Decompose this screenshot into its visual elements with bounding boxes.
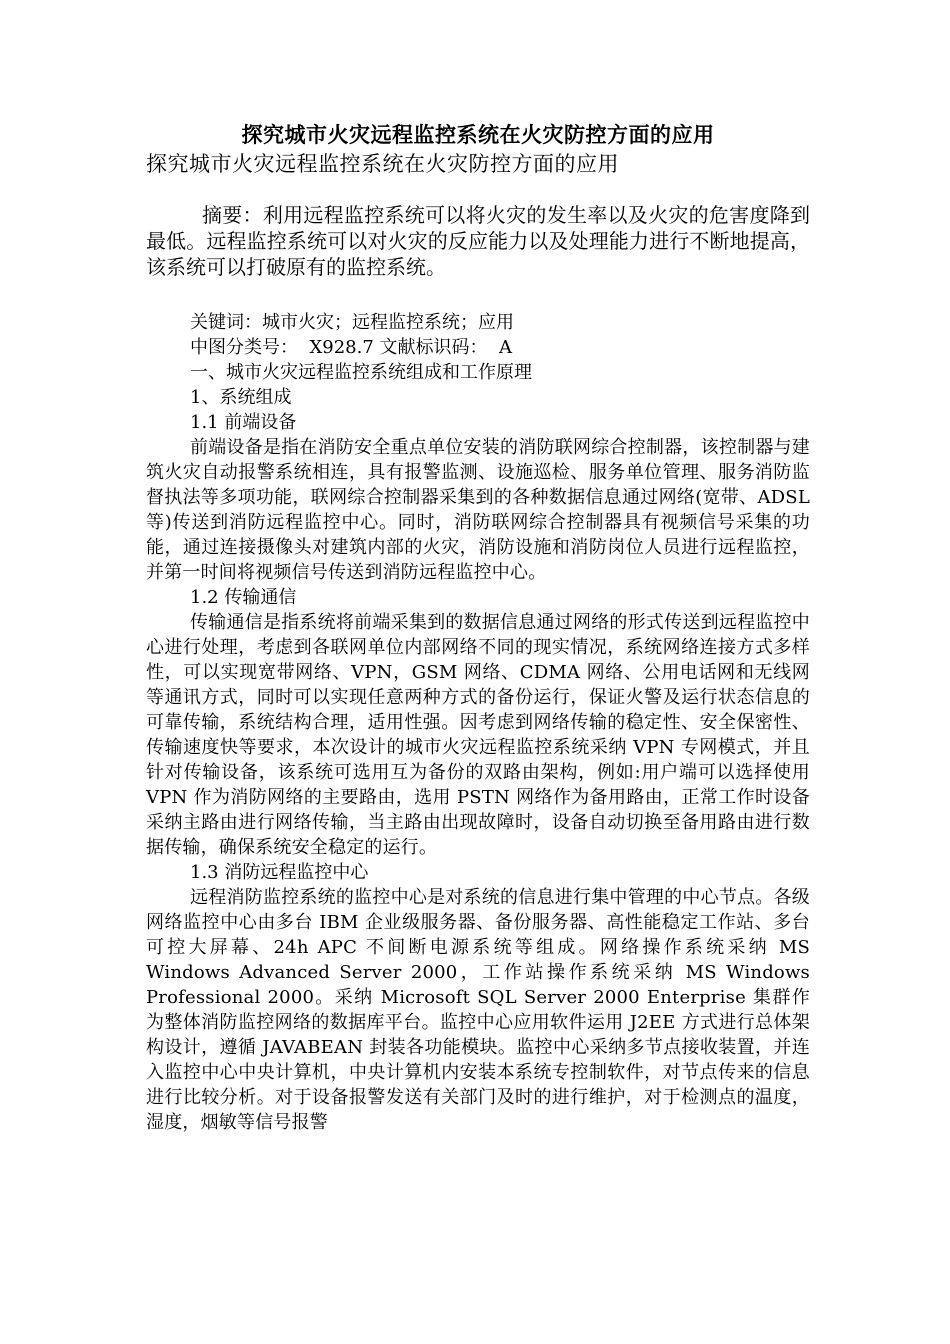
- abstract-paragraph: 摘要：利用远程监控系统可以将火灾的发生率以及火灾的危害度降到最低。远程监控系统可以对火灾的反应能力以及处理能力进行不断地提高，该系统可以打破原有的监控系统。: [146, 203, 810, 279]
- paragraph-transmission: 传输通信是指系统将前端采集到的数据信息通过网络的形式传送到远程监控中心进行处理，考虑到各联网单位内部网络不同的现实情况，系统网络连接方式多样性，可以实现宽带网络、VPN，GSM 网络、CDMA 网络、公用电话网和无线网等通讯方式，同时可以实现任意两种方式的备份运行，保证火警及运行状态信息的可靠传输，系统结构合理，适用性强。因考虑到网络传输的稳定性、安全保密性、传输速度快等要求，本次设计的城市火灾远程监控系统采纳 VPN 专网模式，并且针对传输设备，该系统可选用互为备份的双路由架构，例如:用户端可以选择使用 VPN 作为消防网络的主要路由，选用 PSTN 网络作为备用路由，正常工作时设备采纳主路由进行网络传输，当主路由出现故障时，设备自动切换至备用路由进行数据传输，确保系统安全稳定的运行。: [146, 612, 810, 858]
- document-subtitle: 探究城市火灾远程监控系统在火灾防控方面的应用: [146, 152, 619, 176]
- paragraph-monitoring-center: 远程消防监控系统的监控中心是对系统的信息进行集中管理的中心节点。各级网络监控中心由多台 IBM 企业级服务器、备份服务器、高性能稳定工作站、多台可控大屏幕、24h APC 不间断电源系统等组成。网络操作系统采纳 MS Windows Advanced Server 2000，工作站操作系统采纳 MS Windows Professional 2000。采纳 Microsoft SQL Server 2000 Enterprise 集群作为整体消防监控网络的数据库平台。监控中心应用软件运用 J2EE 方式进行总体架构设计，遵循 JAVABEAN 封装各功能模块。监控中心采纳多节点接收装置，并连入监控中心中央计算机，中央计算机内安装本系统专控制软件，对节点传来的信息进行比较分析。对于设备报警发送有关部门及时的进行维护，对于检测点的温度，湿度，烟敏等信号报警: [146, 887, 810, 1133]
- document-page: [146, 120, 810, 1135]
- document-title: 探究城市火灾远程监控系统在火灾防控方面的应用: [241, 122, 715, 147]
- section-heading-1: 一、城市火灾远程监控系统组成和工作原理: [190, 362, 532, 383]
- heading-monitoring-center: 1.3 消防远程监控中心: [190, 862, 369, 883]
- heading-transmission: 1.2 传输通信: [190, 587, 297, 608]
- paragraph-front-end-devices: 前端设备是指在消防安全重点单位安装的消防联网综合控制器，该控制器与建筑火灾自动报警系统相连，具有报警监测、设施巡检、服务单位管理、服务消防监督执法等多项功能，联网综合控制器采集到的各种数据信息通过网络(宽带、ADSL 等)传送到消防远程监控中心。同时，消防联网综合控制器具有视频信号采集的功能，通过连接摄像头对建筑内部的火灾，消防设施和消防岗位人员进行远程监控，并第一时间将视频信号传送到消防远程监控中心。: [146, 437, 810, 583]
- subsection-heading-system: 1、系统组成: [190, 387, 292, 408]
- keywords-line: 关键词：城市火灾；远程监控系统；应用: [190, 312, 514, 333]
- heading-front-end-devices: 1.1 前端设备: [190, 412, 297, 433]
- classification-line: 中图分类号： X928.7 文献标识码： A: [190, 337, 512, 358]
